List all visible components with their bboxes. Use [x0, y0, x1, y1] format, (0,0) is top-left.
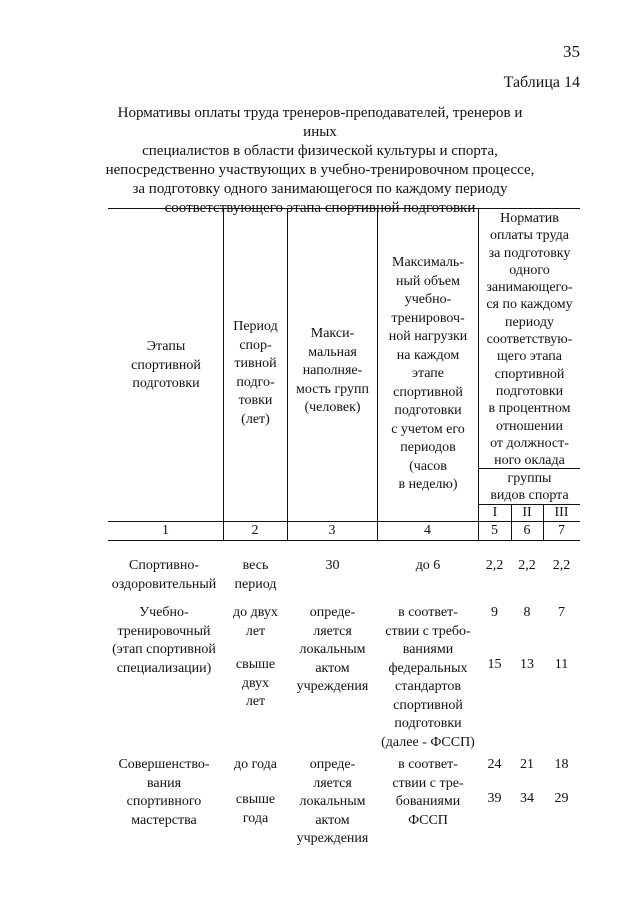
- column-number: 3: [328, 523, 336, 538]
- header-line: подготовки: [495, 383, 564, 399]
- load-cell: [378, 604, 478, 752]
- column-number: 6: [523, 523, 531, 538]
- header-line: периоду: [505, 314, 554, 330]
- header-line: на каждом: [396, 347, 460, 363]
- header-line: Макси-: [310, 326, 355, 341]
- capacity-cell: 30: [325, 558, 340, 573]
- header-line: соответствую-: [486, 332, 573, 348]
- header-line: (лет): [241, 411, 270, 427]
- stage-line: спортивного: [126, 794, 202, 809]
- period-line: года: [242, 810, 269, 826]
- header-line: товки: [238, 393, 273, 408]
- caption-line: непосредственно участвующих в учебно-тренировочном процессе,: [105, 162, 535, 178]
- stage-line: вания: [146, 775, 182, 791]
- capacity-line: учреждения: [296, 679, 369, 694]
- header-line: периодов: [400, 440, 456, 455]
- period-line: свыше: [235, 792, 276, 807]
- stage-line: специализации): [116, 660, 212, 676]
- stage-cell: [100, 756, 228, 830]
- header-line: спортивной: [494, 366, 565, 382]
- header-line: занимающего-: [486, 280, 573, 296]
- column-number: 7: [558, 523, 565, 538]
- value-cell: 21: [520, 757, 534, 772]
- header-line: видов спорта: [490, 488, 569, 503]
- load-line: ствии с требо-: [385, 623, 471, 639]
- period-line: до двух: [233, 605, 278, 620]
- stage-line: Совершенство-: [118, 757, 210, 772]
- caption-line: за подготовку одного занимающегося по каждому периоду: [132, 181, 508, 197]
- value-cell: 8: [523, 605, 531, 620]
- load-cell: до 6: [415, 558, 441, 573]
- header-bottom-border: [108, 521, 580, 522]
- header-line: ного оклада: [494, 453, 565, 469]
- load-line: ваниями: [402, 642, 454, 657]
- header-group-iii: III: [554, 505, 569, 520]
- header-line: от должност-: [490, 435, 569, 451]
- value-cell: 29: [554, 791, 569, 806]
- capacity-line: ляется: [313, 775, 352, 791]
- table-top-border: [108, 208, 580, 209]
- header-period: [224, 318, 287, 429]
- header-line: в неделю): [398, 477, 458, 492]
- header-line: ся по каждому: [486, 297, 573, 313]
- header-line: мость групп: [296, 381, 369, 397]
- period-cell: [224, 557, 287, 594]
- header-line: ной нагрузки: [388, 329, 468, 344]
- header-stage: [110, 338, 222, 394]
- load-line: ФССП: [408, 812, 448, 828]
- capacity-line: опреде-: [309, 757, 356, 772]
- capacity-line: опреде-: [309, 605, 356, 620]
- capacity-line: ляется: [313, 623, 352, 639]
- capacity-line: актом: [315, 660, 350, 676]
- period-line: свыше: [235, 657, 276, 672]
- value-cell: 18: [554, 757, 569, 772]
- stage-line: (этап спортивной: [112, 642, 216, 657]
- stage-line: мастерства: [131, 812, 197, 828]
- column-number: 1: [162, 523, 169, 538]
- caption-line: соответствующего этапа спортивной подготовки: [164, 200, 476, 216]
- load-line: в соответ-: [398, 757, 458, 772]
- header-line: Этапы: [146, 339, 186, 354]
- stage-line: оздоровительный: [111, 576, 217, 592]
- load-cell: [378, 756, 478, 830]
- period-line: лет: [245, 694, 266, 709]
- column-number: 5: [491, 523, 498, 538]
- load-line: в соответ-: [398, 605, 458, 620]
- load-line: бованиями: [395, 794, 461, 809]
- value-cell: 11: [554, 657, 569, 672]
- column-number: 4: [424, 523, 431, 538]
- period-line: до года: [234, 757, 277, 772]
- header-line: (человек): [304, 400, 361, 415]
- period-line: весь: [242, 558, 269, 573]
- load-line: федеральных: [388, 660, 468, 676]
- header-group-i: I: [492, 505, 498, 520]
- header-line: оплаты труда: [490, 228, 569, 244]
- header-norm: [479, 210, 580, 469]
- load-line: стандартов: [395, 679, 461, 694]
- header-line: подготовки: [394, 403, 462, 418]
- stage-cell: [100, 557, 228, 594]
- header-line: Норматив: [500, 211, 559, 226]
- header-load: [378, 254, 478, 495]
- value-cell: 34: [520, 791, 534, 806]
- period-cell: [224, 791, 287, 828]
- load-line: (далее - ФССП): [381, 734, 475, 750]
- header-line: подготовки: [132, 376, 200, 391]
- capacity-line: локальным: [299, 794, 366, 809]
- load-line: ствии с тре-: [392, 775, 464, 791]
- header-line: щего этапа: [497, 349, 562, 365]
- period-line: двух: [241, 675, 270, 691]
- header-line: Максималь-: [392, 255, 464, 270]
- column-number: 2: [251, 523, 259, 538]
- header-line: подго-: [236, 374, 275, 390]
- table-label: Таблица 14: [503, 74, 580, 91]
- stage-cell: [100, 604, 228, 678]
- header-line: (часов: [409, 458, 447, 474]
- header-line: отношении: [496, 418, 563, 434]
- header-line: спортивной: [393, 384, 463, 400]
- stage-line: тренировочный: [117, 623, 211, 639]
- value-cell: 2,2: [518, 558, 536, 573]
- numbers-bottom-border: [108, 540, 580, 541]
- stage-line: Спортивно-: [128, 558, 200, 573]
- header-line: в процентном: [488, 401, 571, 417]
- capacity-cell: [288, 756, 377, 849]
- load-line: спортивной: [393, 697, 463, 713]
- capacity-cell: [288, 604, 377, 697]
- header-line: за подготовку: [488, 245, 571, 261]
- period-cell: [224, 656, 287, 712]
- header-line: с учетом его: [391, 421, 465, 437]
- table-caption: [100, 104, 540, 218]
- header-line: спортивной: [131, 357, 201, 373]
- header-line: наполняе-: [302, 363, 363, 378]
- header-line: учебно-: [404, 292, 452, 307]
- capacity-line: актом: [315, 812, 350, 828]
- header-line: Период: [233, 319, 278, 334]
- value-cell: 24: [487, 757, 502, 772]
- value-cell: 7: [558, 605, 565, 620]
- value-cell: 13: [520, 657, 534, 672]
- page-number: 35: [563, 42, 580, 61]
- capacity-line: локальным: [299, 642, 366, 657]
- stage-line: Учебно-: [139, 605, 189, 620]
- value-cell: 2,2: [485, 558, 504, 573]
- value-cell: 2,2: [552, 558, 571, 573]
- value-cell: 9: [491, 605, 498, 620]
- caption-line: специалистов в области физической культуры и спорта,: [142, 143, 498, 159]
- caption-line: Нормативы оплаты труда тренеров-преподавателей, тренеров и иных: [117, 105, 523, 140]
- period-line: лет: [245, 623, 266, 639]
- value-cell: 39: [487, 791, 502, 806]
- header-line: тренировоч-: [391, 310, 465, 326]
- header-line: спор-: [239, 337, 272, 353]
- header-line: одного: [509, 262, 550, 278]
- header-line: группы: [507, 471, 552, 486]
- period-cell: [224, 756, 287, 775]
- header-line: этапе: [411, 366, 445, 381]
- header-capacity: [288, 325, 377, 418]
- header-line: ный объем: [396, 273, 460, 289]
- header-line: мальная: [308, 344, 357, 360]
- period-cell: [224, 604, 287, 641]
- capacity-line: учреждения: [296, 831, 369, 846]
- period-line: период: [234, 576, 277, 592]
- load-line: подготовки: [394, 716, 462, 731]
- header-group-ii: II: [522, 505, 532, 520]
- value-cell: 15: [487, 657, 502, 672]
- header-line: тивной: [234, 356, 277, 371]
- header-groups: [479, 470, 580, 504]
